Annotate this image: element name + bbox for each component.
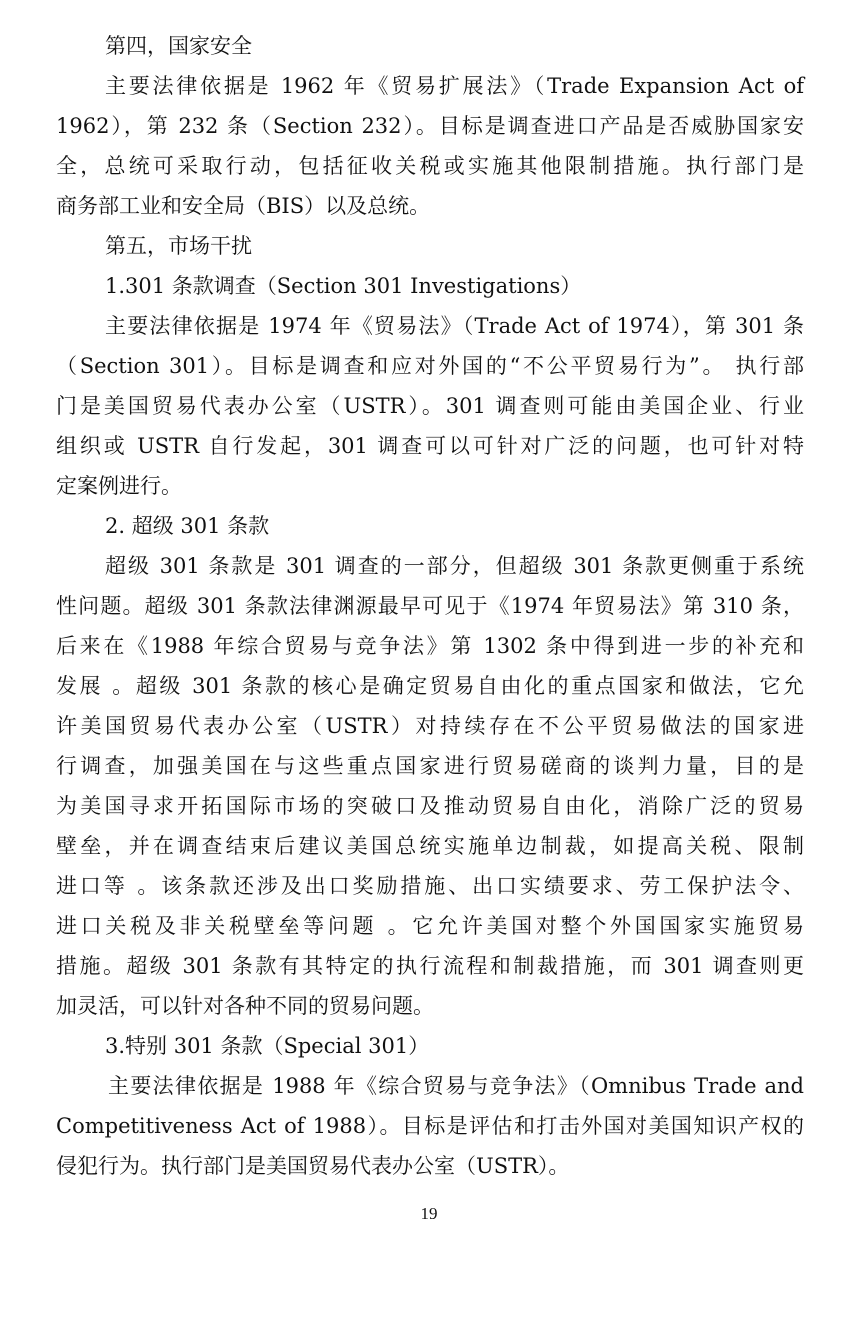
paragraph-line: 发展 。超级 301 条款的核心是确定贸易自由化的重点国家和做法，它允 — [56, 674, 804, 698]
paragraph-line: （Section 301）。目标是调查和应对外国的“不公平贸易行为”。 执行部 — [56, 354, 804, 378]
paragraph-line: 全，总统可采取行动，包括征收关税或实施其他限制措施。执行部门是 — [56, 154, 804, 178]
section-heading-national-security: 第四，国家安全 — [105, 34, 252, 58]
subsection-title-special-301: 3.特别 301 条款（Special 301） — [105, 1034, 430, 1058]
paragraph-line: 门是美国贸易代表办公室（USTR）。301 调查则可能由美国企业、行业 — [56, 394, 804, 418]
paragraph-line: 超级 301 条款是 301 调查的一部分，但超级 301 条款更侧重于系统 — [105, 554, 804, 578]
paragraph-line: 主要法律依据是 1962 年《贸易扩展法》（Trade Expansion Act of — [105, 74, 804, 98]
paragraph-line: 加灵活，可以针对各种不同的贸易问题。 — [56, 994, 434, 1018]
paragraph-line: 组织或 USTR 自行发起，301 调查可以可针对广泛的问题，也可针对特 — [56, 434, 804, 458]
paragraph-line: 定案例进行。 — [56, 474, 182, 498]
section-heading-market-disruption: 第五，市场干扰 — [105, 234, 252, 258]
paragraph-line: Competitiveness Act of 1988）。目标是评估和打击外国对美国知识产权的 — [56, 1114, 804, 1138]
paragraph-line: 主要法律依据是 1974 年《贸易法》（Trade Act of 1974），第 301 条 — [105, 314, 804, 338]
paragraph-line: 后来在《1988 年综合贸易与竞争法》第 1302 条中得到进一步的补充和 — [56, 634, 804, 658]
paragraph-line: 壁垒，并在调查结束后建议美国总统实施单边制裁，如提高关税、限制 — [56, 834, 804, 858]
paragraph-line: 许美国贸易代表办公室（USTR）对持续存在不公平贸易做法的国家进 — [56, 714, 804, 738]
paragraph-line: 为美国寻求开拓国际市场的突破口及推动贸易自由化，消除广泛的贸易 — [56, 794, 804, 818]
paragraph-line: 行调查，加强美国在与这些重点国家进行贸易磋商的谈判力量，目的是 — [56, 754, 804, 778]
paragraph-line: 侵犯行为。执行部门是美国贸易代表办公室（USTR）。 — [56, 1154, 570, 1178]
paragraph-line: 商务部工业和安全局（BIS）以及总统。 — [56, 194, 431, 218]
subsection-title-super-301: 2. 超级 301 条款 — [105, 514, 270, 538]
subsection-title-section-301: 1.301 条款调查（Section 301 Investigations） — [105, 274, 582, 298]
paragraph-line: 主要法律依据是 1988 年《综合贸易与竞争法》（Omnibus Trade and — [108, 1074, 804, 1098]
paragraph-line: 1962），第 232 条（Section 232）。目标是调查进口产品是否威胁国家安 — [56, 114, 804, 138]
paragraph-line: 措施。超级 301 条款有其特定的执行流程和制裁措施，而 301 调查则更 — [56, 954, 804, 978]
paragraph-line: 进口关税及非关税壁垒等问题 。它允许美国对整个外国国家实施贸易 — [56, 914, 804, 938]
page-number: 19 — [420, 1204, 438, 1223]
paragraph-line: 进口等 。该条款还涉及出口奖励措施、出口实绩要求、劳工保护法令、 — [56, 874, 804, 898]
paragraph-line: 性问题。超级 301 条款法律渊源最早可见于《1974 年贸易法》第 310 条， — [56, 594, 804, 618]
